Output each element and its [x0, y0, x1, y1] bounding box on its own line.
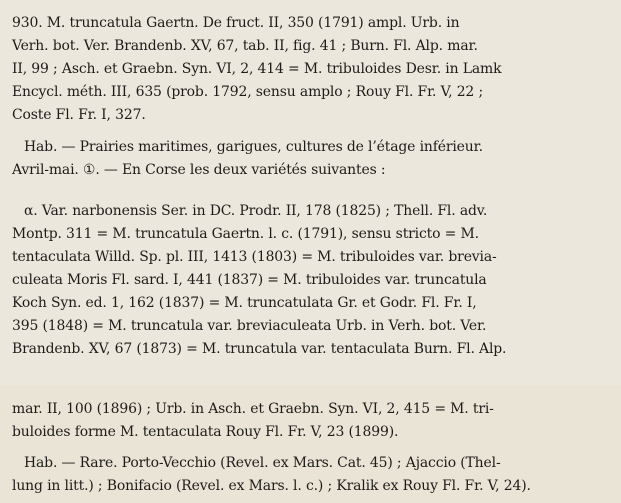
variety-line-8: mar. II, 100 (1896) ; Urb. in Asch. et Graebn. Syn. VI, 2, 415 = M. tri- — [12, 401, 494, 417]
entry-line-1: 930. M. truncatula Gaertn. De fruct. II, 350 (1791) ampl. Urb. in — [12, 15, 460, 31]
entry-line-5: Coste Fl. Fr. I, 327. — [12, 107, 146, 123]
entry-habitat-line-2: Avril-mai. ①. — En Corse les deux variétés suivantes : — [12, 162, 386, 178]
variety-habitat-line-2: lung in litt.) ; Bonifacio (Revel. ex Mars. l. c.) ; Kralik ex Rouy Fl. Fr. V, 24). — [12, 478, 531, 494]
variety-habitat-line-1: Hab. — Rare. Porto-Vecchio (Revel. ex Mars. Cat. 45) ; Ajaccio (Thel- — [24, 455, 501, 471]
variety-line-5: Koch Syn. ed. 1, 162 (1837) = M. truncatulata Gr. et Godr. Fl. Fr. I, — [12, 295, 477, 311]
variety-line-1: α. Var. narbonensis Ser. in DC. Prodr. II, 178 (1825) ; Thell. Fl. adv. — [24, 203, 488, 219]
variety-line-9: buloides forme M. tentaculata Rouy Fl. Fr. V, 23 (1899). — [12, 424, 399, 440]
variety-line-7: Brandenb. XV, 67 (1873) = M. truncatula var. tentaculata Burn. Fl. Alp. — [12, 341, 507, 357]
variety-line-3: tentaculata Willd. Sp. pl. III, 1413 (1803) = M. tribuloides var. brevia- — [12, 249, 497, 265]
entry-line-4: Encycl. méth. III, 635 (prob. 1792, sensu amplo ; Rouy Fl. Fr. V, 22 ; — [12, 84, 484, 100]
entry-habitat-line-1: Hab. — Prairies maritimes, garigues, cultures de l’étage inférieur. — [24, 139, 483, 155]
entry-line-2: Verh. bot. Ver. Brandenb. XV, 67, tab. II, fig. 41 ; Burn. Fl. Alp. mar. — [12, 38, 478, 54]
variety-line-6: 395 (1848) = M. truncatula var. breviaculeata Urb. in Verh. bot. Ver. — [12, 318, 487, 334]
variety-line-2: Montp. 311 = M. truncatula Gaertn. l. c. (1791), sensu stricto = M. — [12, 226, 479, 242]
variety-line-4: culeata Moris Fl. sard. I, 441 (1837) = M. tribuloides var. truncatula — [12, 272, 487, 288]
entry-line-3: II, 99 ; Asch. et Graebn. Syn. VI, 2, 414 = M. tribuloides Desr. in Lamk — [12, 61, 502, 77]
